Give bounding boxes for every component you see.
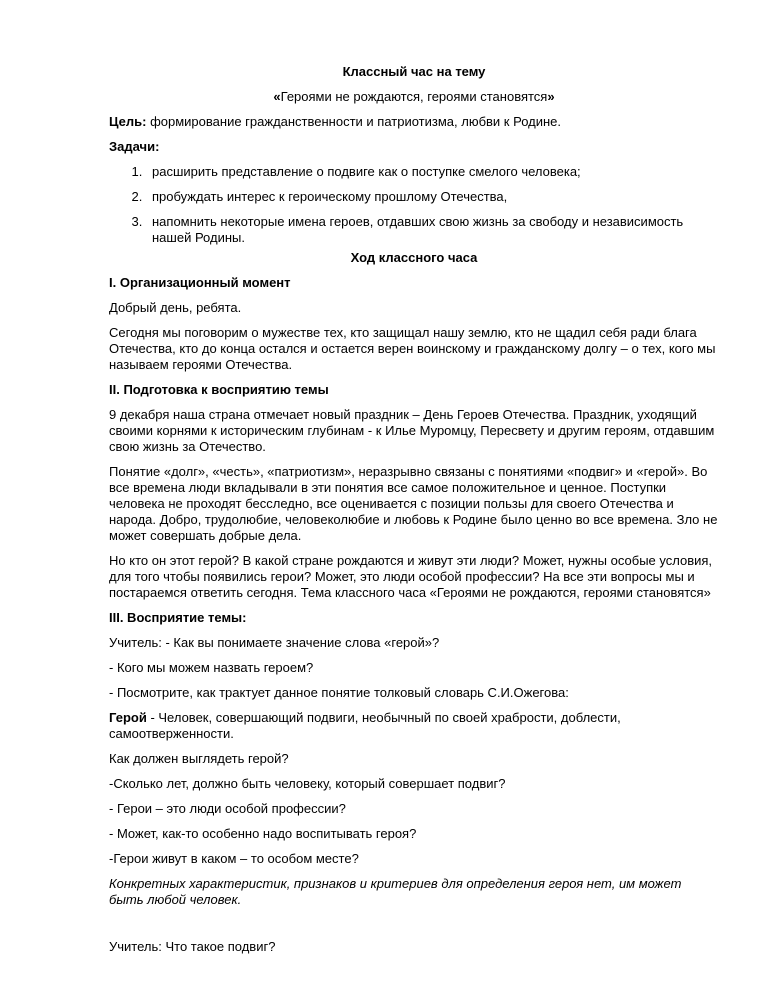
document-title: Классный час на тему — [342, 64, 486, 79]
question-9: Учитель: Что такое подвиг? — [109, 939, 276, 954]
task-item: 3. напомнить некоторые имена героев, отдавших свою жизнь за свободу и независимость нашей Родины. — [146, 214, 719, 246]
goal-text: формирование гражданственности и патриотизма, любви к Родине. — [146, 114, 562, 129]
subtitle-open-quote: « — [273, 89, 281, 104]
conclusion-paragraph: Конкретных характеристик, признаков и критериев для определения героя нет, им может быть любой человек. — [109, 876, 682, 907]
who-paragraph: Но кто он этот герой? В какой стране рождаются и живут эти люди? Может, нужны особые условия, для того чтобы появились герои? Может, это люди особой профессии? На все эти вопросы мы и постараемся ответить сегодня. Тема классного часа «Героями не рождаются, героями становятся» — [109, 553, 713, 600]
definition-term: Герой — [109, 710, 147, 725]
greeting-paragraph: Добрый день, ребята. — [109, 300, 242, 315]
question-1: Учитель: - Как вы понимаете значение слова «герой»? — [109, 635, 440, 650]
question-2: - Кого мы можем назвать героем? — [109, 660, 314, 675]
document-subtitle — [109, 89, 719, 105]
concepts-paragraph: Понятие «долг», «честь», «патриотизм», неразрывно связаны с понятиями «подвиг» и «герой». Во все времена люди вкладывали в эти понятия все самое положительное и ценное. Поступки человека не проходят бесследно, все оценивается с позиции пользы для своего Отечества и народа. Добро, трудолюбие, человеколюбие и любовь к Родине было ценно во все времена. Зло не может совершать добрые дела. — [109, 464, 718, 543]
question-5: -Сколько лет, должно быть человеку, который совершает подвиг? — [109, 776, 506, 791]
question-3: - Посмотрите, как трактует данное понятие толковый словарь С.И.Ожегова: — [109, 685, 569, 700]
subtitle-text: Героями не рождаются, героями становятся — [280, 89, 548, 104]
task-item: 2. пробуждать интерес к героическому прошлому Отечества, — [146, 189, 719, 205]
question-6: - Герои – это люди особой профессии? — [109, 801, 346, 816]
question-4: Как должен выглядеть герой? — [109, 751, 289, 766]
subtitle-close-quote: » — [547, 89, 555, 104]
section-heading-2: II. Подготовка к восприятию темы — [109, 382, 329, 397]
intro-paragraph: Сегодня мы поговорим о мужестве тех, кто защищал нашу землю, кто не щадил себя ради блага Отечества, кто до конца остался и остается верен воинскому и гражданскому долгу – о тех, кого мы называем героями Отечества. — [109, 325, 716, 372]
course-title: Ход классного часа — [350, 250, 478, 265]
blank-gap — [109, 917, 719, 939]
section-heading-1: I. Организационный момент — [109, 275, 291, 290]
section-heading-3: III. Восприятие темы: — [109, 610, 247, 625]
task-item: 1. расширить представление о подвиге как о поступке смелого человека; — [146, 164, 719, 180]
definition-paragraph — [109, 710, 719, 742]
goal-label: Цель: — [109, 114, 147, 129]
december-paragraph: 9 декабря наша страна отмечает новый праздник – День Героев Отечества. Праздник, уходящий своими корнями к историческим глубинам - к Илье Муромцу, Пересвету и другим героям, отдавшим свою жизнь за Отечество. — [109, 407, 715, 454]
question-7: - Может, как-то особенно надо воспитывать героя? — [109, 826, 417, 841]
document-page — [109, 64, 719, 964]
question-8: -Герои живут в каком – то особом месте? — [109, 851, 359, 866]
tasks-list — [109, 164, 719, 246]
definition-text: - Человек, совершающий подвиги, необычный по своей храбрости, доблести, самоотверженности. — [109, 710, 621, 741]
goal-paragraph — [109, 114, 719, 130]
tasks-label: Задачи: — [109, 139, 160, 154]
